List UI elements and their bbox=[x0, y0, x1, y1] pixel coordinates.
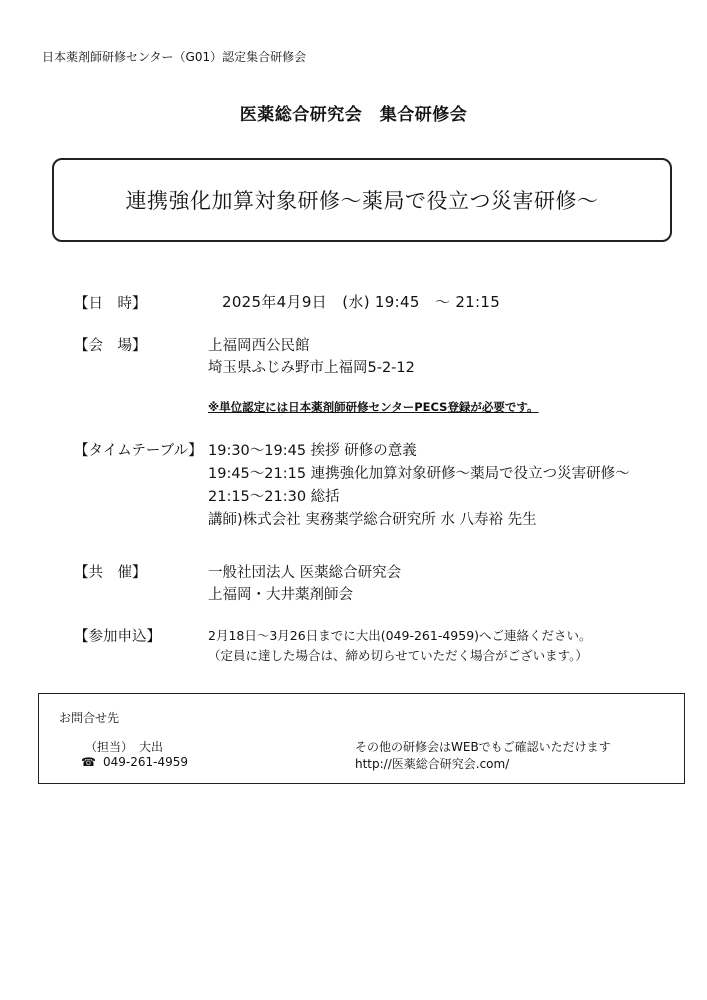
org-title: 医薬総合研究会 集合研修会 bbox=[239, 105, 468, 125]
event-title: 連携強化加算対象研修～薬局で役立つ災害研修～ bbox=[125, 189, 599, 213]
host-line: 一般社団法人 医薬総合研究会 bbox=[208, 565, 402, 581]
contact-heading: お問合せ先 bbox=[59, 711, 120, 725]
contact-phone[interactable]: 049-261-4959 bbox=[103, 755, 189, 769]
pecs-note: ※単位認定には日本薬剤師研修センターPECS登録が必要です。 bbox=[208, 400, 539, 414]
timetable-row: 21:15～21:30 総括 bbox=[208, 489, 340, 505]
contact-person: （担当） 大出 bbox=[85, 740, 164, 754]
venue-name: 上福岡西公民館 bbox=[208, 338, 310, 354]
timetable-row: 19:30～19:45 挨拶 研修の意義 bbox=[208, 443, 417, 459]
host-line: 上福岡・大井薬剤師会 bbox=[208, 587, 353, 603]
datetime-label: 【日 時】 bbox=[74, 296, 147, 312]
venue-address: 埼玉県ふじみ野市上福岡5-2-12 bbox=[208, 360, 415, 376]
lecturer: 講師)株式会社 実務薬学総合研究所 水 八寿裕 先生 bbox=[208, 512, 537, 528]
contact-box bbox=[38, 693, 685, 784]
event-title-box bbox=[52, 158, 672, 242]
header-note: 日本薬剤師研修センター（G01）認定集合研修会 bbox=[42, 50, 307, 64]
phone-icon: ☎ bbox=[81, 755, 96, 769]
apply-label: 【参加申込】 bbox=[74, 629, 161, 645]
venue-label: 【会 場】 bbox=[74, 338, 147, 354]
timetable-row: 19:45～21:15 連携強化加算対象研修～薬局で役立つ災害研修～ bbox=[208, 466, 630, 482]
apply-line: 2月18日～3月26日までに大出(049-261-4959)へご連絡ください。 bbox=[208, 628, 592, 643]
host-label: 【共 催】 bbox=[74, 565, 147, 581]
web-note: その他の研修会はWEBでもご確認いただけます bbox=[355, 740, 611, 754]
datetime-value: 2025年4月9日 (水) 19:45 ～ 21:15 bbox=[222, 293, 501, 311]
website-link[interactable]: http://医薬総合研究会.com/ bbox=[355, 757, 510, 771]
apply-note: （定員に達した場合は、締め切らせていただく場合がございます。） bbox=[208, 648, 588, 663]
timetable-label: 【タイムテーブル】 bbox=[74, 443, 203, 459]
